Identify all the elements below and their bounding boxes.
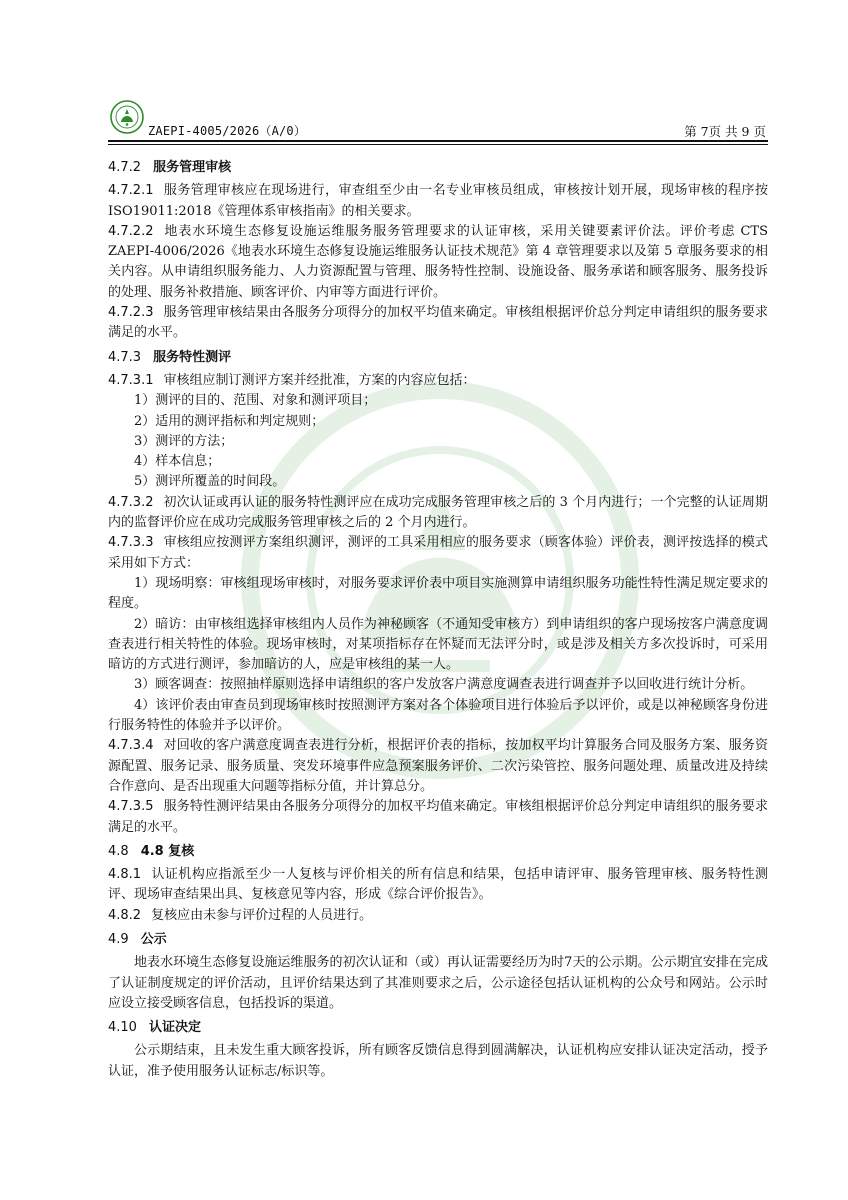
paragraph-4-7-2-2: 4.7.2.2 地表水环境生态修复设施运维服务服务管理要求的认证审核，采用关键要素评价法。评价考虑 CTS ZAEPI-4006/2026《地表水环境生态修复设施运维服务认证技术规范》第 4 章管理要求以及第 5 章服务要求的相关内容。从申请组织服务能力、人力资源配置与管理、服务特性控制、设施设备、服务承诺和顾客服务、服务投诉的处理、服务补救措施、顾客评价、内审等方面进行评价。 [108,223,768,300]
document-code: ZAEPI-4005/2026（A/0） [148,124,307,138]
association-seal-icon [110,100,144,134]
list-item: 5）测评所覆盖的时间段。 [134,474,286,490]
section-heading-4-8: 4.8 4.8 复核 [108,843,195,859]
paragraph-4-10: 公示期结束，且未发生重大顾客投诉，所有顾客反馈信息得到圆满解决，认证机构应安排认证决定活动，授予认证，准予使用服务认证标志/标识等。 [108,1043,768,1079]
document-body [108,154,768,1082]
paragraph-4-9: 地表水环境生态修复设施运维服务的初次认证和（或）再认证需要经历为时7天的公示期。公示期宜安排在完成了认证制度规定的评价活动，且评价结果达到了其准则要求之后，公示途径包括认证机构的公众号和网站。公示时应设立接受顾客信息，包括投诉的渠道。 [108,955,768,1011]
paragraph-4-8-2: 4.8.2 复核应由未参与评价过程的人员进行。 [108,907,373,923]
list-item: 2）适用的测评指标和判定规则； [134,413,325,429]
header-rule-thin [108,144,768,145]
list-item: 1）测评的目的、范围、对象和测评项目； [134,393,377,409]
section-heading-4-7-3: 4.7.3 服务特性测评 [108,349,232,365]
list-item: 4）该评价表由审查员到现场审核时按照测评方案对各个体验项目进行体验后予以评价，或是以神秘顾客身份进行服务特性的体验并予以评价。 [108,697,768,734]
list-item: 3）顾客调查：按照抽样原则选择申请组织的客户发放客户满意度调查表进行调查并予以回收进行统计分析。 [134,677,754,693]
paragraph-4-8-1: 4.8.1 认证机构应指派至少一人复核与评价相关的所有信息和结果，包括申请评审、服务管理审核、服务特性测评、现场审查结果出具、复核意见等内容，形成《综合评价报告》。 [108,867,768,903]
page-header [108,98,768,146]
page-number: 第 7页 共 9 页 [684,124,766,139]
section-heading-4-10: 4.10 认证决定 [108,1020,201,1036]
header-rule-thick [108,140,768,142]
paragraph-4-7-3-3: 4.7.3.3 审核组应按测评方案组织测评，测评的工具采用相应的服务要求（顾客体验）评价表，测评按选择的模式采用如下方式： [108,535,768,571]
paragraph-4-7-3-5: 4.7.3.5 服务特性测评结果由各服务分项得分的加权平均值来确定。审核组根据评价总分判定申请组织的服务要求满足的水平。 [108,799,768,835]
list-item: 1）现场明察：审核组现场审核时，对服务要求评价表中项目实施测算申请组织服务功能性特性满足规定要求的程度。 [108,575,768,612]
list-item: 4）样本信息； [134,454,221,470]
list-item: 3）测评的方法； [134,433,234,449]
paragraph-4-7-3-2: 4.7.3.2 初次认证或再认证的服务特性测评应在成功完成服务管理审核之后的 3 个月内进行；一个完整的认证周期内的监督评价应在成功完成服务管理审核之后的 2 个月内进行。 [108,494,768,531]
paragraph-4-7-3-1: 4.7.3.1 审核组应制订测评方案并经批准，方案的内容应包括： [108,372,476,388]
section-heading-4-7-2: 4.7.2 服务管理审核 [108,160,232,175]
section-heading-4-9: 4.9 公示 [108,931,167,947]
paragraph-4-7-3-4: 4.7.3.4 对回收的客户满意度调查表进行分析，根据评价表的指标，按加权平均计算服务合同及服务方案、服务资源配置、服务记录、服务质量、突发环境事件应急预案服务评价、二次污染管控、服务问题处理、质量改进及持续合作意向、是否出现重大问题等指标分值，并计算总分。 [108,738,768,794]
list-item: 2）暗访：由审核组选择审核组内人员作为神秘顾客（不通知受审核方）到申请组织的客户现场按客户满意度调查表进行相关特性的体验。现场审核时，对某项指标存在怀疑而无法评分时，或是涉及相关方多次投诉时，可采用暗访的方式进行测评，参加暗访的人，应是审核组的某一人。 [108,616,768,673]
paragraph-4-7-2-3: 4.7.2.3 服务管理审核结果由各服务分项得分的加权平均值来确定。审核组根据评价总分判定申请组织的服务要求满足的水平。 [108,305,768,341]
paragraph-4-7-2-1: 4.7.2.1 服务管理审核应在现场进行，审查组至少由一名专业审核员组成，审核按计划开展，现场审核的程序按 ISO19011:2018《管理体系审核指南》的相关要求。 [108,183,768,219]
